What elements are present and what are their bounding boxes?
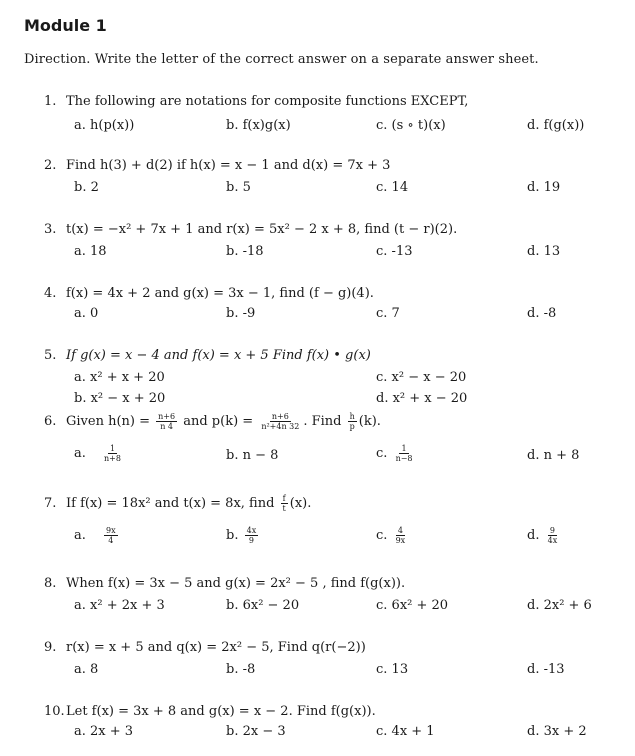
- option-b: b. 6x² − 20: [226, 598, 300, 613]
- option-c: [376, 526, 409, 545]
- question-text-part: . Find: [303, 414, 346, 429]
- fraction-numerator: h: [349, 412, 355, 421]
- option-d: d. 13: [527, 244, 561, 259]
- option-d: [527, 526, 561, 545]
- option-b: b. 2x − 3: [226, 724, 286, 739]
- option-label: d.: [527, 528, 540, 543]
- option-a: a. 2x + 3: [74, 724, 134, 739]
- option-b: b. -9: [226, 306, 256, 321]
- question-text-part: and p(k) =: [179, 414, 258, 429]
- option-d: d. 2x² + 6: [527, 598, 592, 613]
- fraction-denominator: 4x: [547, 536, 558, 545]
- question-text: t(x) = −x² + 7x + 1 and r(x) = 5x² − 2 x + 8, find (t − r)(2).: [66, 222, 458, 237]
- question-number: 3.: [44, 222, 57, 237]
- option-a: a. 8: [74, 662, 99, 677]
- fraction-denominator: 9x: [395, 536, 406, 545]
- question-text-part: If f(x) = 18x² and t(x) = 8x, find: [66, 496, 279, 511]
- option-b: b. -18: [226, 244, 264, 259]
- option-label: c.: [376, 528, 388, 543]
- question-text: The following are notations for composite functions EXCEPT,: [66, 94, 469, 109]
- option-b: b. f(x)g(x): [226, 118, 291, 133]
- fraction: [394, 444, 415, 463]
- question-1: [44, 94, 468, 109]
- question-text-part: (x).: [289, 496, 312, 511]
- fraction-numerator: f: [282, 494, 286, 503]
- fraction: [546, 526, 560, 545]
- option-b: b. n − 8: [226, 448, 279, 463]
- fraction: [259, 412, 301, 431]
- fraction-denominator: p: [349, 422, 355, 431]
- question-7: [44, 494, 311, 513]
- fraction: [156, 412, 177, 431]
- question-number: 1.: [44, 94, 57, 109]
- fraction-numerator: 4x: [246, 526, 257, 535]
- option-d: d. f(g(x)): [527, 118, 585, 133]
- option-c: c. 14: [376, 180, 409, 195]
- fraction: [348, 412, 357, 431]
- direction-text: Direction. Write the letter of the correct answer on a separate answer sheet.: [24, 52, 539, 67]
- fraction: [394, 526, 408, 545]
- question-number: 9.: [44, 640, 57, 655]
- question-number: 10.: [44, 704, 65, 719]
- question-3: [44, 222, 457, 237]
- option-d: d. -13: [527, 662, 565, 677]
- fraction-numerator: n+6: [158, 412, 176, 421]
- option-c: c. (s ∘ t)(x): [376, 118, 446, 133]
- question-2: [44, 158, 390, 173]
- option-d: d. 19: [527, 180, 561, 195]
- option-a: a. 0: [74, 306, 99, 321]
- option-a: a. x² + x + 20: [74, 370, 165, 385]
- option-b: b. -8: [226, 662, 256, 677]
- option-d: d. -8: [527, 306, 557, 321]
- question-8: [44, 576, 405, 591]
- question-6: [44, 412, 381, 431]
- question-text-part: (k).: [358, 414, 381, 429]
- fraction-denominator: t: [282, 504, 286, 513]
- question-text: r(x) = x + 5 and q(x) = 2x² − 5, Find q(r(−2)): [66, 640, 366, 655]
- question-number: 4.: [44, 286, 57, 301]
- option-label: a.: [74, 446, 86, 461]
- question-4: [44, 286, 374, 301]
- question-text: If g(x) = x − 4 and f(x) = x + 5 Find f(x) • g(x): [66, 348, 371, 363]
- option-c: c. 13: [376, 662, 409, 677]
- option-c: [376, 444, 417, 463]
- question-number: 5.: [44, 348, 57, 363]
- fraction-numerator: 9: [549, 526, 555, 535]
- option-b: b. 5: [226, 180, 251, 195]
- question-10: [44, 704, 376, 719]
- option-c: c. 4x + 1: [376, 724, 435, 739]
- option-c: c. -13: [376, 244, 413, 259]
- question-text: Let f(x) = 3x + 8 and g(x) = x − 2. Find f(g(x)).: [66, 704, 376, 719]
- fraction-denominator: 9: [248, 536, 254, 545]
- fraction-numerator: n+6: [271, 412, 289, 421]
- page-title: Module 1: [24, 16, 107, 35]
- fraction-numerator: 1: [109, 444, 116, 453]
- question-number: 8.: [44, 576, 57, 591]
- option-a: a. 18: [74, 244, 107, 259]
- fraction-numerator: 1: [401, 444, 407, 453]
- question-text: f(x) = 4x + 2 and g(x) = 3x − 1, find (f − g)(4).: [66, 286, 374, 301]
- question-text: Find h(3) + d(2) if h(x) = x − 1 and d(x) = 7x + 3: [66, 158, 391, 173]
- fraction: [102, 444, 123, 463]
- option-a: a. x² + 2x + 3: [74, 598, 165, 613]
- option-b: [226, 526, 260, 545]
- option-label: b.: [226, 528, 239, 543]
- question-text: When f(x) = 3x − 5 and g(x) = 2x² − 5 , find f(g(x)).: [66, 576, 406, 591]
- fraction-denominator: n−8: [395, 454, 413, 463]
- option-a: b. 2: [74, 180, 99, 195]
- option-label: a.: [74, 528, 86, 543]
- option-a: [74, 526, 120, 545]
- option-b: b. x² − x + 20: [74, 391, 166, 406]
- option-c: c. 7: [376, 306, 400, 321]
- option-a: a. h(p(x)): [74, 118, 135, 133]
- fraction-denominator: 4: [108, 536, 114, 545]
- question-number: 6.: [44, 414, 57, 429]
- option-c: c. 6x² + 20: [376, 598, 449, 613]
- fraction-denominator: n 4: [160, 422, 174, 431]
- question-9: [44, 640, 366, 655]
- fraction: [104, 526, 118, 545]
- fraction: [281, 494, 288, 513]
- question-text-part: Given h(n) =: [66, 414, 155, 429]
- question-number: 2.: [44, 158, 57, 173]
- option-c: c. x² − x − 20: [376, 370, 467, 385]
- question-number: 7.: [44, 496, 57, 511]
- option-d: d. n + 8: [527, 448, 580, 463]
- question-5: [44, 348, 371, 363]
- option-d: d. x² + x − 20: [376, 391, 468, 406]
- option-label: c.: [376, 446, 388, 461]
- option-a: [74, 444, 125, 463]
- fraction-numerator: 9x: [106, 526, 116, 535]
- fraction-numerator: 4: [397, 526, 403, 535]
- fraction-denominator: n²+4n 32: [261, 422, 300, 431]
- fraction: [245, 526, 259, 545]
- fraction-denominator: n+8: [104, 454, 121, 463]
- option-d: d. 3x + 2: [527, 724, 587, 739]
